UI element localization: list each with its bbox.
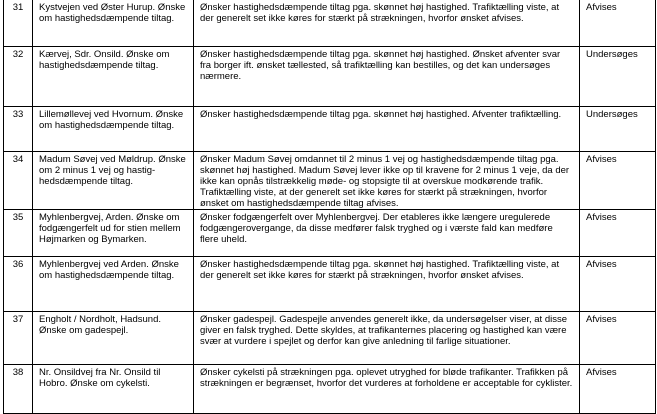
row-location: Lillemøllevej ved Hvornum. Ønske om hastighedsdæmpende tiltag. xyxy=(33,107,194,152)
row-location: Kærvej, Sdr. Onsild. Ønske om hastighedsdæmpende tiltag. xyxy=(33,47,194,107)
row-number: 37 xyxy=(4,312,33,365)
table-row xyxy=(4,365,656,414)
row-status: Afvises xyxy=(580,365,656,414)
row-location: Myhlenbergvej, Arden. Ønske om fodgængerfelt ud for stien mellem Højmarken og Bymarken. xyxy=(33,210,194,257)
row-location: Engholt / Nordholt, Hadsund. Ønske om gadespejl. xyxy=(33,312,194,365)
row-number: 36 xyxy=(4,257,33,312)
table-row xyxy=(4,107,656,152)
requests-table xyxy=(3,0,656,414)
table-row xyxy=(4,47,656,107)
row-location: Myhlenbergvej ved Arden. Ønske om hastighedsdæmpende tiltag. xyxy=(33,257,194,312)
row-description: Ønsker fodgængerfelt over Myhlenbergvej. Der etableres ikke længere uregulerede fodgængerovergange, da disse medfører falsk tryghed og i værste fald kan medføre flere uheld. xyxy=(194,210,580,257)
row-location: Kystvejen ved Øster Hurup. Ønske om hastighedsdæmpende tiltag. xyxy=(33,0,194,47)
row-status: Afvises xyxy=(580,152,656,210)
row-location: Nr. Onsildvej fra Nr. Onsild til Hobro. Ønske om cykelsti. xyxy=(33,365,194,414)
row-status: Afvises xyxy=(580,312,656,365)
row-status: Afvises xyxy=(580,0,656,47)
table-row xyxy=(4,0,656,47)
row-location: Madum Søvej ved Møldrup. Ønske om 2 minus 1 vej og hastig-hedsdæmpende tiltag. xyxy=(33,152,194,210)
row-number: 32 xyxy=(4,47,33,107)
row-number: 34 xyxy=(4,152,33,210)
row-description: Ønsker hastighedsdæmpende tiltag pga. skønnet høj hastighed. Trafiktælling viste, at der generelt set ikke køres for stærkt på strækningen, hvorfor ønsket afvises. xyxy=(194,257,580,312)
table-row xyxy=(4,152,656,210)
row-number: 38 xyxy=(4,365,33,414)
row-status: Afvises xyxy=(580,257,656,312)
table-row xyxy=(4,312,656,365)
row-description: Ønsker Madum Søvej omdannet til 2 minus 1 vej og hastighedsdæmpende tiltag pga. skønnet høj hastighed. Madum Søvej lever ikke op til kravene for 2 minus 1 veje, da der ikke kan opnås tilstrækkelig møde- og stopsigte til at overskue modkørende trafik. Trafiktælling viste, at der generelt set ikke køres for stærkt på strækningen, hvorfor ønsket om hastighedsdæmpende tiltag afvises. xyxy=(194,152,580,210)
row-status: Undersøges xyxy=(580,47,656,107)
row-description: Ønsker gadespejl. Gadespejle anvendes generelt ikke, da undersøgelser viser, at disse giver en falsk tryghed. Dette skyldes, at trafikanternes placering og hastighed kan være svær at vurdere i spejlet og derfor kan give anledning til farlige situationer. xyxy=(194,312,580,365)
table-row xyxy=(4,257,656,312)
row-status: Afvises xyxy=(580,210,656,257)
row-description: Ønsker hastighedsdæmpende tiltag pga. skønnet høj hastighed. Trafiktælling viste, at der generelt set ikke køres for stærkt på strækningen, hvorfor ønsket afvises. xyxy=(194,0,580,47)
table-row xyxy=(4,210,656,257)
row-status: Undersøges xyxy=(580,107,656,152)
row-number: 31 xyxy=(4,0,33,47)
row-number: 33 xyxy=(4,107,33,152)
row-description: Ønsker cykelsti på strækningen pga. oplevet utryghed for bløde trafikanter. Trafikken på strækningen er begrænset, hvorfor det vurderes at forholdene er acceptable for cyklister. xyxy=(194,365,580,414)
row-description: Ønsker hastighedsdæmpende tiltag pga. skønnet høj hastighed. Afventer trafiktælling. xyxy=(194,107,580,152)
row-description: Ønsker hastighedsdæmpende tiltag pga. skønnet høj hastighed. Ønsket afventer svar fra borger ift. ønsket tællested, så trafiktælling kan bestilles, og det kan undersøges nærmere. xyxy=(194,47,580,107)
row-number: 35 xyxy=(4,210,33,257)
